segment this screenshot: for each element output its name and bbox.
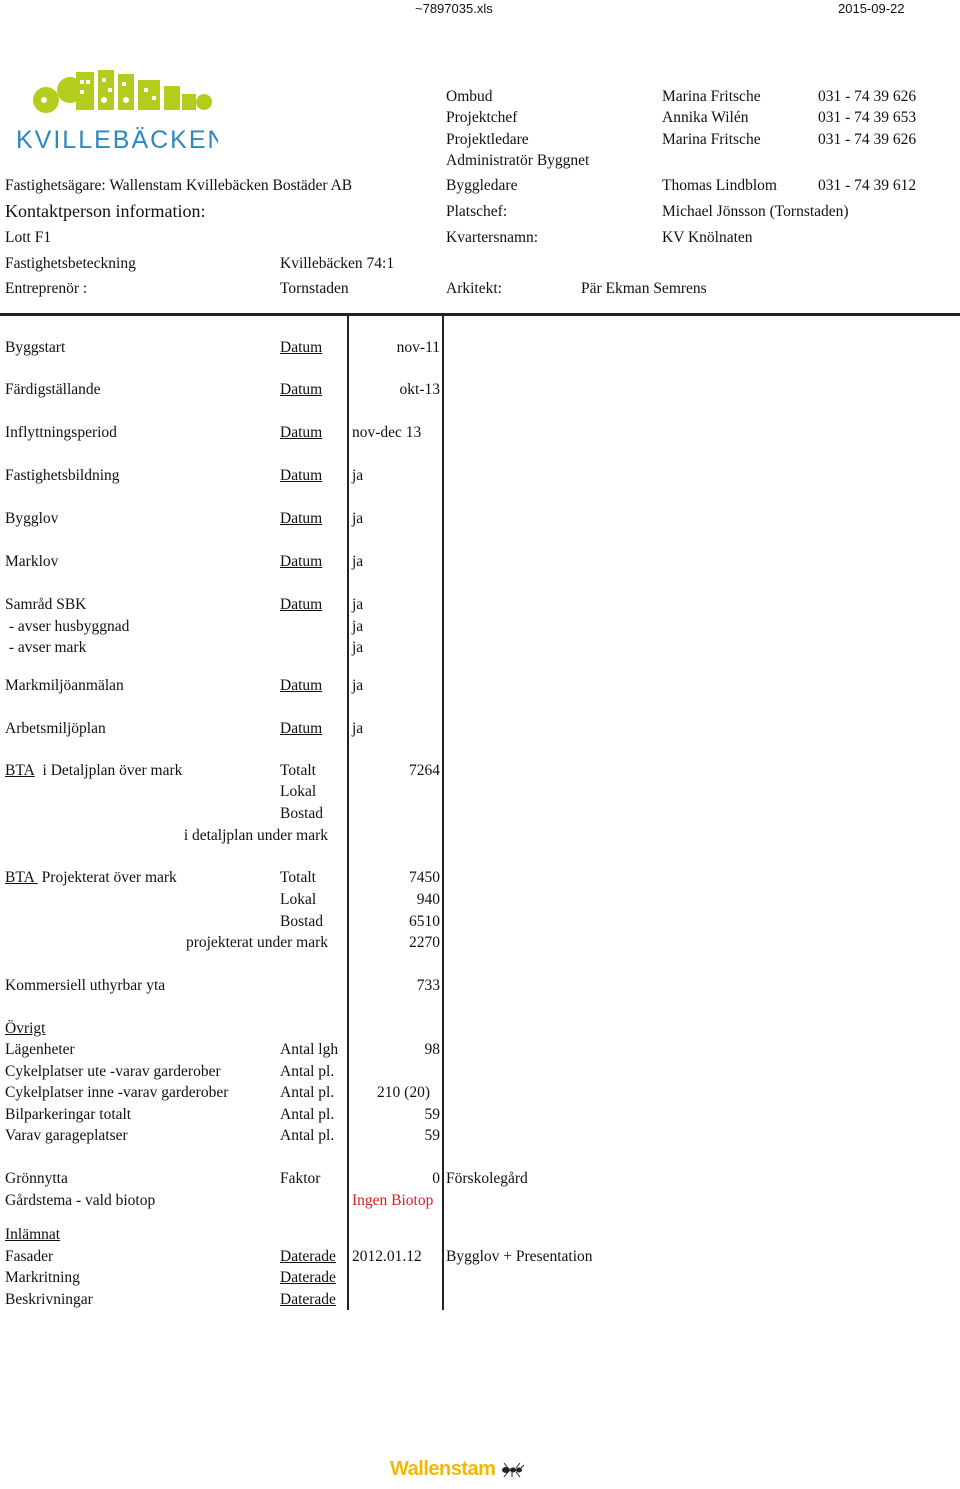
- schedule-value: nov-11: [396, 339, 440, 356]
- green-area-note: Förskolegård: [446, 1170, 528, 1187]
- ovrigt-label: Lägenheter: [5, 1041, 75, 1058]
- bta-label: Projekterat över mark: [41, 869, 177, 886]
- contact-info-title: Kontaktperson information:: [5, 201, 206, 221]
- contact-name: Marina Fritsche: [662, 88, 761, 105]
- section-divider: [0, 313, 960, 316]
- ovrigt-unit: Antal pl.: [280, 1084, 335, 1101]
- bta-under-label: i detaljplan under mark: [183, 827, 328, 844]
- print-date: 2015-09-22: [838, 1, 905, 16]
- schedule-value: ja: [352, 510, 364, 527]
- bta-row-label: Bostad: [280, 805, 324, 822]
- schedule-value: ja: [352, 553, 364, 570]
- ovrigt-value: 210 (20): [377, 1084, 430, 1101]
- property-designation-label: Fastighetsbeteckning: [5, 255, 136, 272]
- kvillebacken-logo: [14, 66, 218, 154]
- architect-value: Pär Ekman Semrens: [581, 280, 707, 297]
- bta-prefix: BTA: [5, 762, 35, 779]
- contact-role: Kvartersnamn:: [446, 229, 539, 246]
- schedule-label: Inflyttningsperiod: [5, 424, 117, 441]
- ovrigt-value: 59: [424, 1106, 440, 1123]
- ovrigt-unit: Antal pl.: [280, 1127, 335, 1144]
- schedule-type: Datum: [280, 510, 323, 527]
- bta-row-label: Bostad: [280, 913, 324, 930]
- samrad-label: Samråd SBK: [5, 596, 87, 613]
- inlamnat-unit: Daterade: [280, 1291, 336, 1308]
- bta-prefix: BTA: [5, 869, 38, 886]
- ovrigt-value: 59: [424, 1127, 440, 1144]
- samrad-sub-label: - avser husbyggnad: [5, 618, 130, 635]
- contact-role: Byggledare: [446, 177, 518, 194]
- inlamnat-note: Bygglov + Presentation: [446, 1248, 593, 1265]
- ovrigt-label: Cykelplatser inne -varav garderober: [5, 1084, 229, 1101]
- ovrigt-unit: Antal lgh: [280, 1041, 339, 1058]
- ovrigt-title: Övrigt: [5, 1020, 46, 1037]
- schedule-value: ja: [352, 677, 364, 694]
- ovrigt-label: Cykelplatser ute -varav garderober: [5, 1063, 221, 1080]
- bta-heading: [5, 762, 182, 780]
- samrad-type: Datum: [280, 596, 323, 613]
- schedule-label: Arbetsmiljöplan: [5, 720, 106, 737]
- contact-name: Annika Wilén: [662, 109, 749, 126]
- wallenstam-logo: [390, 1456, 530, 1484]
- inlamnat-unit: Daterade: [280, 1269, 336, 1286]
- schedule-type: Datum: [280, 720, 323, 737]
- biotop-label: Gårdstema - vald biotop: [5, 1192, 156, 1209]
- schedule-label: Byggstart: [5, 339, 66, 356]
- schedule-type: Datum: [280, 553, 323, 570]
- contact-role: Administratör Byggnet: [446, 152, 590, 169]
- schedule-type: Datum: [280, 381, 323, 398]
- schedule-value: okt-13: [399, 381, 440, 398]
- contact-phone: 031 - 74 39 626: [818, 131, 917, 148]
- contact-role: Ombud: [446, 88, 493, 105]
- ovrigt-unit: Antal pl.: [280, 1063, 335, 1080]
- contact-role: Projektledare: [446, 131, 529, 148]
- bta-label: i Detaljplan över mark: [42, 762, 183, 779]
- contractor-label: Entreprenör :: [5, 280, 88, 297]
- schedule-label: Marklov: [5, 553, 59, 570]
- schedule-type: Datum: [280, 339, 323, 356]
- inlamnat-unit: Daterade: [280, 1248, 336, 1265]
- ovrigt-label: Varav garageplatser: [5, 1127, 128, 1144]
- inlamnat-label: Fasader: [5, 1248, 54, 1265]
- biotop-value: Ingen Biotop: [352, 1192, 434, 1209]
- inlamnat-value: 2012.01.12: [352, 1248, 422, 1265]
- file-name: ~7897035.xls: [415, 1, 493, 16]
- schedule-value: ja: [352, 467, 364, 484]
- bta-row-label: Totalt: [280, 762, 316, 779]
- schedule-label: Färdigställande: [5, 381, 101, 398]
- ovrigt-value: 98: [424, 1041, 440, 1058]
- contact-role: Projektchef: [446, 109, 518, 126]
- schedule-value: nov-dec 13: [352, 424, 422, 441]
- bta-row-value: 7264: [409, 762, 440, 779]
- green-area-label: Grönnytta: [5, 1170, 68, 1187]
- property-owner: Fastighetsägare: Wallenstam Kvillebäcken Bostäder AB: [5, 177, 353, 194]
- bta-under-value: 2270: [409, 934, 440, 951]
- contact-name: Thomas Lindblom: [662, 177, 777, 194]
- inlamnat-label: Markritning: [5, 1269, 80, 1286]
- schedule-value: ja: [352, 720, 364, 737]
- bta-row-value: 7450: [409, 869, 440, 886]
- inlamnat-label: Beskrivningar: [5, 1291, 93, 1308]
- column-border-left: [347, 316, 349, 1310]
- wallenstam-logo-text: Wallenstam: [390, 1458, 496, 1480]
- green-area-unit: Faktor: [280, 1170, 321, 1187]
- schedule-type: Datum: [280, 677, 323, 694]
- contact-role: Platschef:: [446, 203, 508, 220]
- inlamnat-title: Inlämnat: [5, 1226, 61, 1243]
- samrad-value: ja: [352, 596, 364, 613]
- contact-name: Marina Fritsche: [662, 131, 761, 148]
- bta-row-value: 940: [416, 891, 440, 908]
- ant-icon: [500, 1462, 524, 1478]
- property-designation-value: Kvillebäcken 74:1: [280, 255, 395, 272]
- schedule-label: Bygglov: [5, 510, 59, 527]
- logo-wordmark: KVILLEBÄCKEN: [16, 126, 218, 154]
- contractor-value: Tornstaden: [280, 280, 349, 297]
- schedule-type: Datum: [280, 467, 323, 484]
- architect-label: Arkitekt:: [446, 280, 502, 297]
- ovrigt-unit: Antal pl.: [280, 1106, 335, 1123]
- bta-row-label: Totalt: [280, 869, 316, 886]
- contact-name: KV Knölnaten: [662, 229, 753, 246]
- ovrigt-label: Bilparkeringar totalt: [5, 1106, 132, 1123]
- samrad-sub-value: ja: [352, 618, 364, 635]
- schedule-label: Fastighetsbildning: [5, 467, 120, 484]
- kvillebacken-logo-graphic: [14, 66, 218, 154]
- column-border-right: [442, 316, 444, 1310]
- samrad-sub-label: - avser mark: [5, 639, 87, 656]
- contact-name: Michael Jönsson (Tornstaden): [662, 203, 849, 220]
- samrad-sub-value: ja: [352, 639, 364, 656]
- bta-under-label: projekterat under mark: [185, 934, 328, 951]
- bta-row-label: Lokal: [280, 783, 317, 800]
- bta-row-label: Lokal: [280, 891, 317, 908]
- green-area-value: 0: [432, 1170, 440, 1187]
- commercial-area-value: 733: [416, 977, 440, 994]
- bta-heading: [5, 869, 177, 887]
- schedule-label: Markmiljöanmälan: [5, 677, 124, 694]
- commercial-area-label: Kommersiell uthyrbar yta: [5, 977, 166, 994]
- schedule-type: Datum: [280, 424, 323, 441]
- lot-label: Lott F1: [5, 229, 52, 246]
- contact-phone: 031 - 74 39 653: [818, 109, 917, 126]
- contact-phone: 031 - 74 39 612: [818, 177, 917, 194]
- bta-row-value: 6510: [409, 913, 440, 930]
- contact-phone: 031 - 74 39 626: [818, 88, 917, 105]
